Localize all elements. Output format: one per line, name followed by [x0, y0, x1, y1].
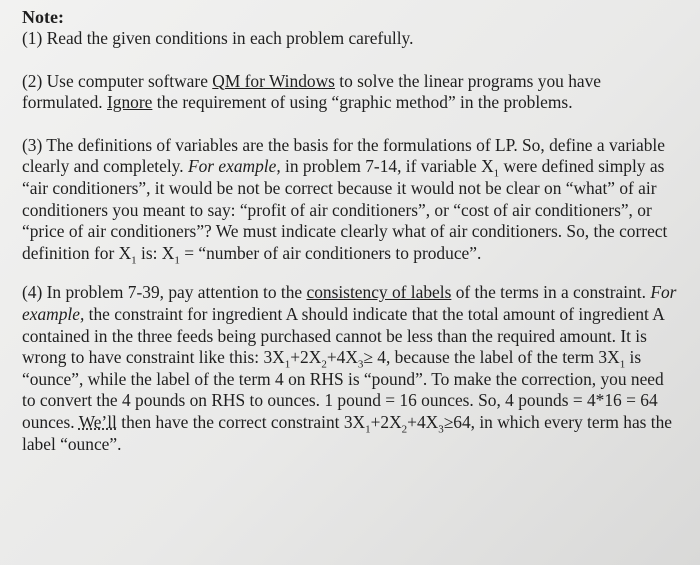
subscript: 1 — [131, 254, 137, 267]
subscript: 1 — [174, 254, 180, 267]
spacer — [22, 114, 680, 135]
paragraph-3-text-d: is: X — [136, 242, 175, 263]
paragraph-4-text-a: (4) In problem 7-39, pay attention to the — [22, 282, 307, 303]
subscript: 2 — [401, 423, 408, 436]
paragraph-4-text-f: ≥ 4, because the label of the term 3X — [363, 347, 620, 368]
paragraph-4-text-c: the constraint for ingredient A should indicate that the total amount of ingredient A contained in the three feeds being purchased cannot be less than the required amount. It is wrong to have constraint like this: 3X — [22, 303, 664, 368]
paragraph-4-text-k: ≥64, in which every term has the label “ounce”. — [22, 411, 673, 454]
paragraph-1: (1) Read the given conditions in each problem carefully. — [22, 28, 414, 48]
paragraph-4-text-j: +4X — [407, 411, 439, 432]
subscript: 1 — [365, 423, 371, 436]
paragraph-4-text-b: of the terms in a constraint. — [451, 282, 651, 303]
paragraph-3-text-c: were defined simply as “air conditioners”, it would be not be correct because it would not be clear on “what” of air conditioners you meant to say: “profit of air conditioners”, or “cost of air conditioners”, or “price of air conditioners”? We must indicate clearly what of air conditioners. So, the correct definition for X — [22, 156, 668, 263]
consistency-of-labels-emphasis: consistency of labels — [306, 282, 452, 303]
spacer — [22, 50, 680, 71]
paragraph-4 — [22, 282, 680, 455]
paragraph-3 — [22, 135, 680, 265]
qm-for-windows-link: QM for Windows — [212, 70, 335, 91]
note-title: Note: — [22, 7, 64, 27]
paragraph-4-text-g: is “ounce”, while the label of the term 4 on RHS is “pound”. To make the correction, you need to convert the 4 pounds on RHS to ounces. 1 pound = 16 ounces. So, 4 pounds = 4*16 = 64 ounces. — [22, 347, 664, 432]
paragraph-2-text-b: to solve the linear programs you have formulated. — [22, 70, 602, 113]
for-example-italic: For example, — [187, 156, 281, 177]
paragraph-2-text-c: the requirement of using “graphic method” in the problems. — [152, 92, 573, 113]
paragraph-4-text-h: then have the correct constraint 3X — [116, 411, 366, 432]
paragraph-4-text-e: +4X — [326, 347, 358, 368]
subscript: 3 — [438, 423, 444, 436]
paragraph-3-text-a: (3) The definitions of variables are the basis for the formulations of LP. So, define a variable clearly and completely. — [22, 134, 665, 177]
subscript: 3 — [357, 358, 364, 371]
paragraph-3-text-b: in problem 7-14, if variable X — [280, 156, 494, 177]
ignore-emphasis: Ignore — [107, 92, 153, 113]
paragraph-2 — [22, 71, 680, 114]
paragraph-3-text-e: = “number of air conditioners to produce”. — [179, 242, 482, 263]
paragraph-4-text-d: +2X — [290, 347, 322, 368]
subscript: 1 — [619, 358, 626, 371]
paragraph-2-text-a: (2) Use computer software — [22, 70, 213, 91]
well-emphasis: We’ll — [78, 411, 117, 432]
subscript: 1 — [493, 167, 500, 180]
subscript: 1 — [284, 358, 291, 371]
paragraph-4-text-i: +2X — [370, 411, 402, 432]
subscript: 2 — [321, 358, 327, 371]
for-example-italic: For example, — [22, 282, 677, 324]
spacer — [22, 264, 680, 282]
